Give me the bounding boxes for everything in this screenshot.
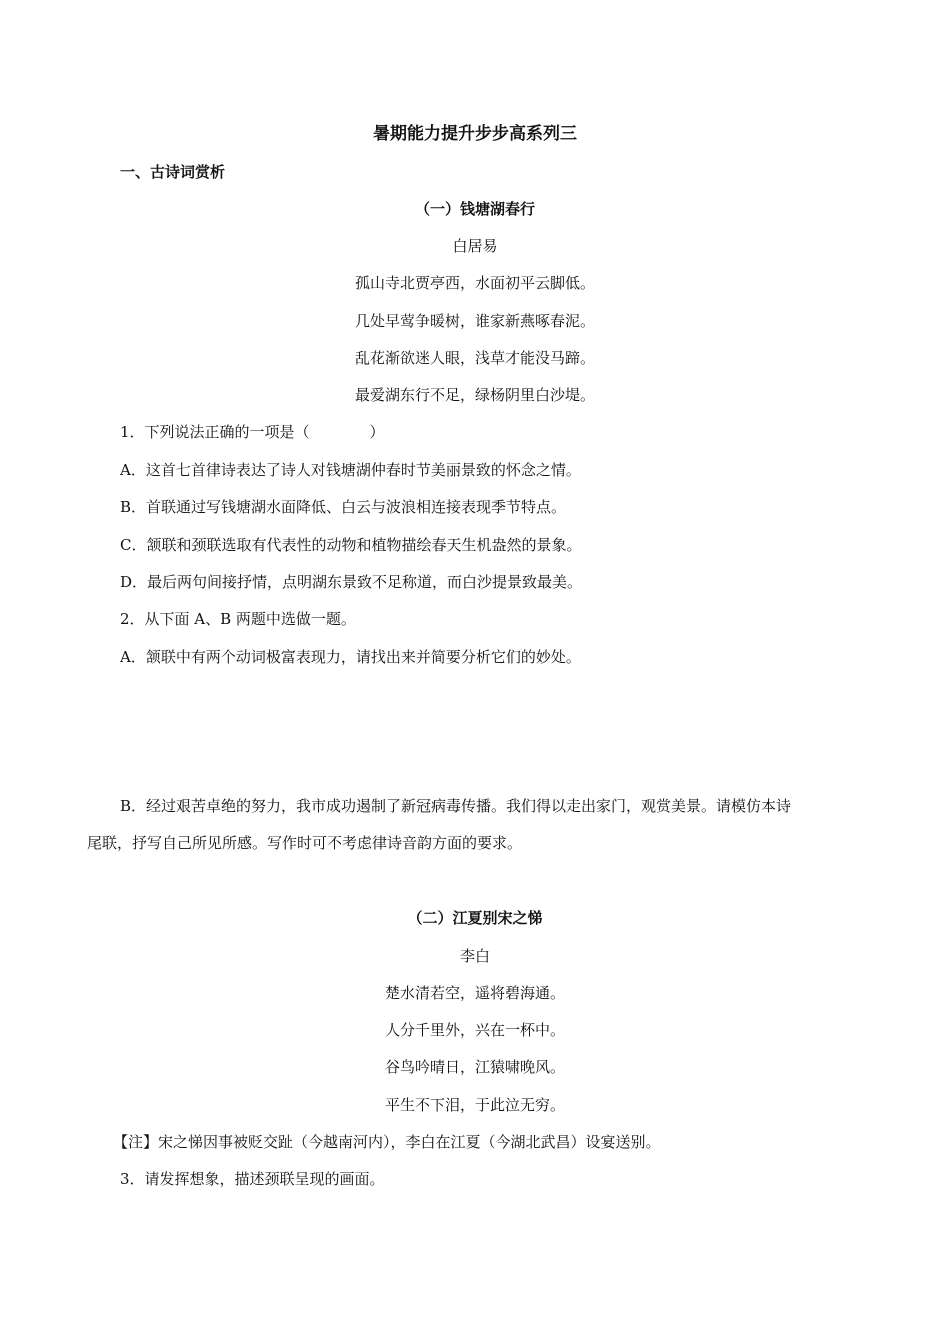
question-1-option-a: A．这首七首律诗表达了诗人对钱塘湖仲春时节美丽景致的怀念之情。 [120,461,581,479]
poem1-line: 几处早莺争暖树，谁家新燕啄春泥。 [354,312,595,330]
poem2-line: 谷鸟吟晴日，江猿啸晚风。 [384,1058,565,1076]
question-2-option-b: B．经过艰苦卓绝的努力，我市成功遏制了新冠病毒传播。我们得以走出家门，观赏美景。请模仿本诗 [120,797,792,815]
question-2-option-a: A．颔联中有两个动词极富表现力，请找出来并简要分析它们的妙处。 [120,648,581,666]
poem1-line: 乱花渐欲迷人眼，浅草才能没马蹄。 [354,349,595,367]
poem2-line: 平生不下泪，于此泣无穷。 [384,1096,565,1114]
poem1-author: 白居易 [452,237,498,255]
poem2-note: 【注】宋之悌因事被贬交趾（今越南河内），李白在江夏（今湖北武昌）设宴送别。 [113,1133,661,1151]
poem2-line: 楚水清若空，遥将碧海通。 [384,984,565,1002]
question-1-stem: 1．下列说法正确的一项是（ ） [120,423,385,441]
question-3-stem: 3．请发挥想象，描述颈联呈现的画面。 [120,1170,385,1188]
question-2-stem: 2．从下面 A、B 两题中选做一题。 [120,610,356,628]
poem1-line: 孤山寺北贾亭西，水面初平云脚低。 [354,274,595,292]
poem1-line: 最爱湖东行不足，绿杨阴里白沙堤。 [354,386,595,404]
question-1-option-c: C．颔联和颈联选取有代表性的动物和植物描绘春天生机盎然的景象。 [120,536,582,554]
question-2-option-b-cont: 尾联，抒写自己所见所感。写作时可不考虑律诗音韵方面的要求。 [87,834,523,852]
poem2-title: （二）江夏别宋之悌 [407,909,543,927]
page-title: 暑期能力提升步步高系列三 [373,124,577,144]
poem1-title: （一）钱塘湖春行 [414,200,535,218]
poem2-author: 李白 [459,947,490,965]
poem2-line: 人分千里外，兴在一杯中。 [384,1021,565,1039]
section-heading-poetry: 一、古诗词赏析 [120,163,226,181]
question-1-option-b: B．首联通过写钱塘湖水面降低、白云与波浪相连接表现季节特点。 [120,498,567,516]
question-1-option-d: D．最后两句间接抒情，点明湖东景致不足称道，而白沙提景致最美。 [120,573,583,591]
